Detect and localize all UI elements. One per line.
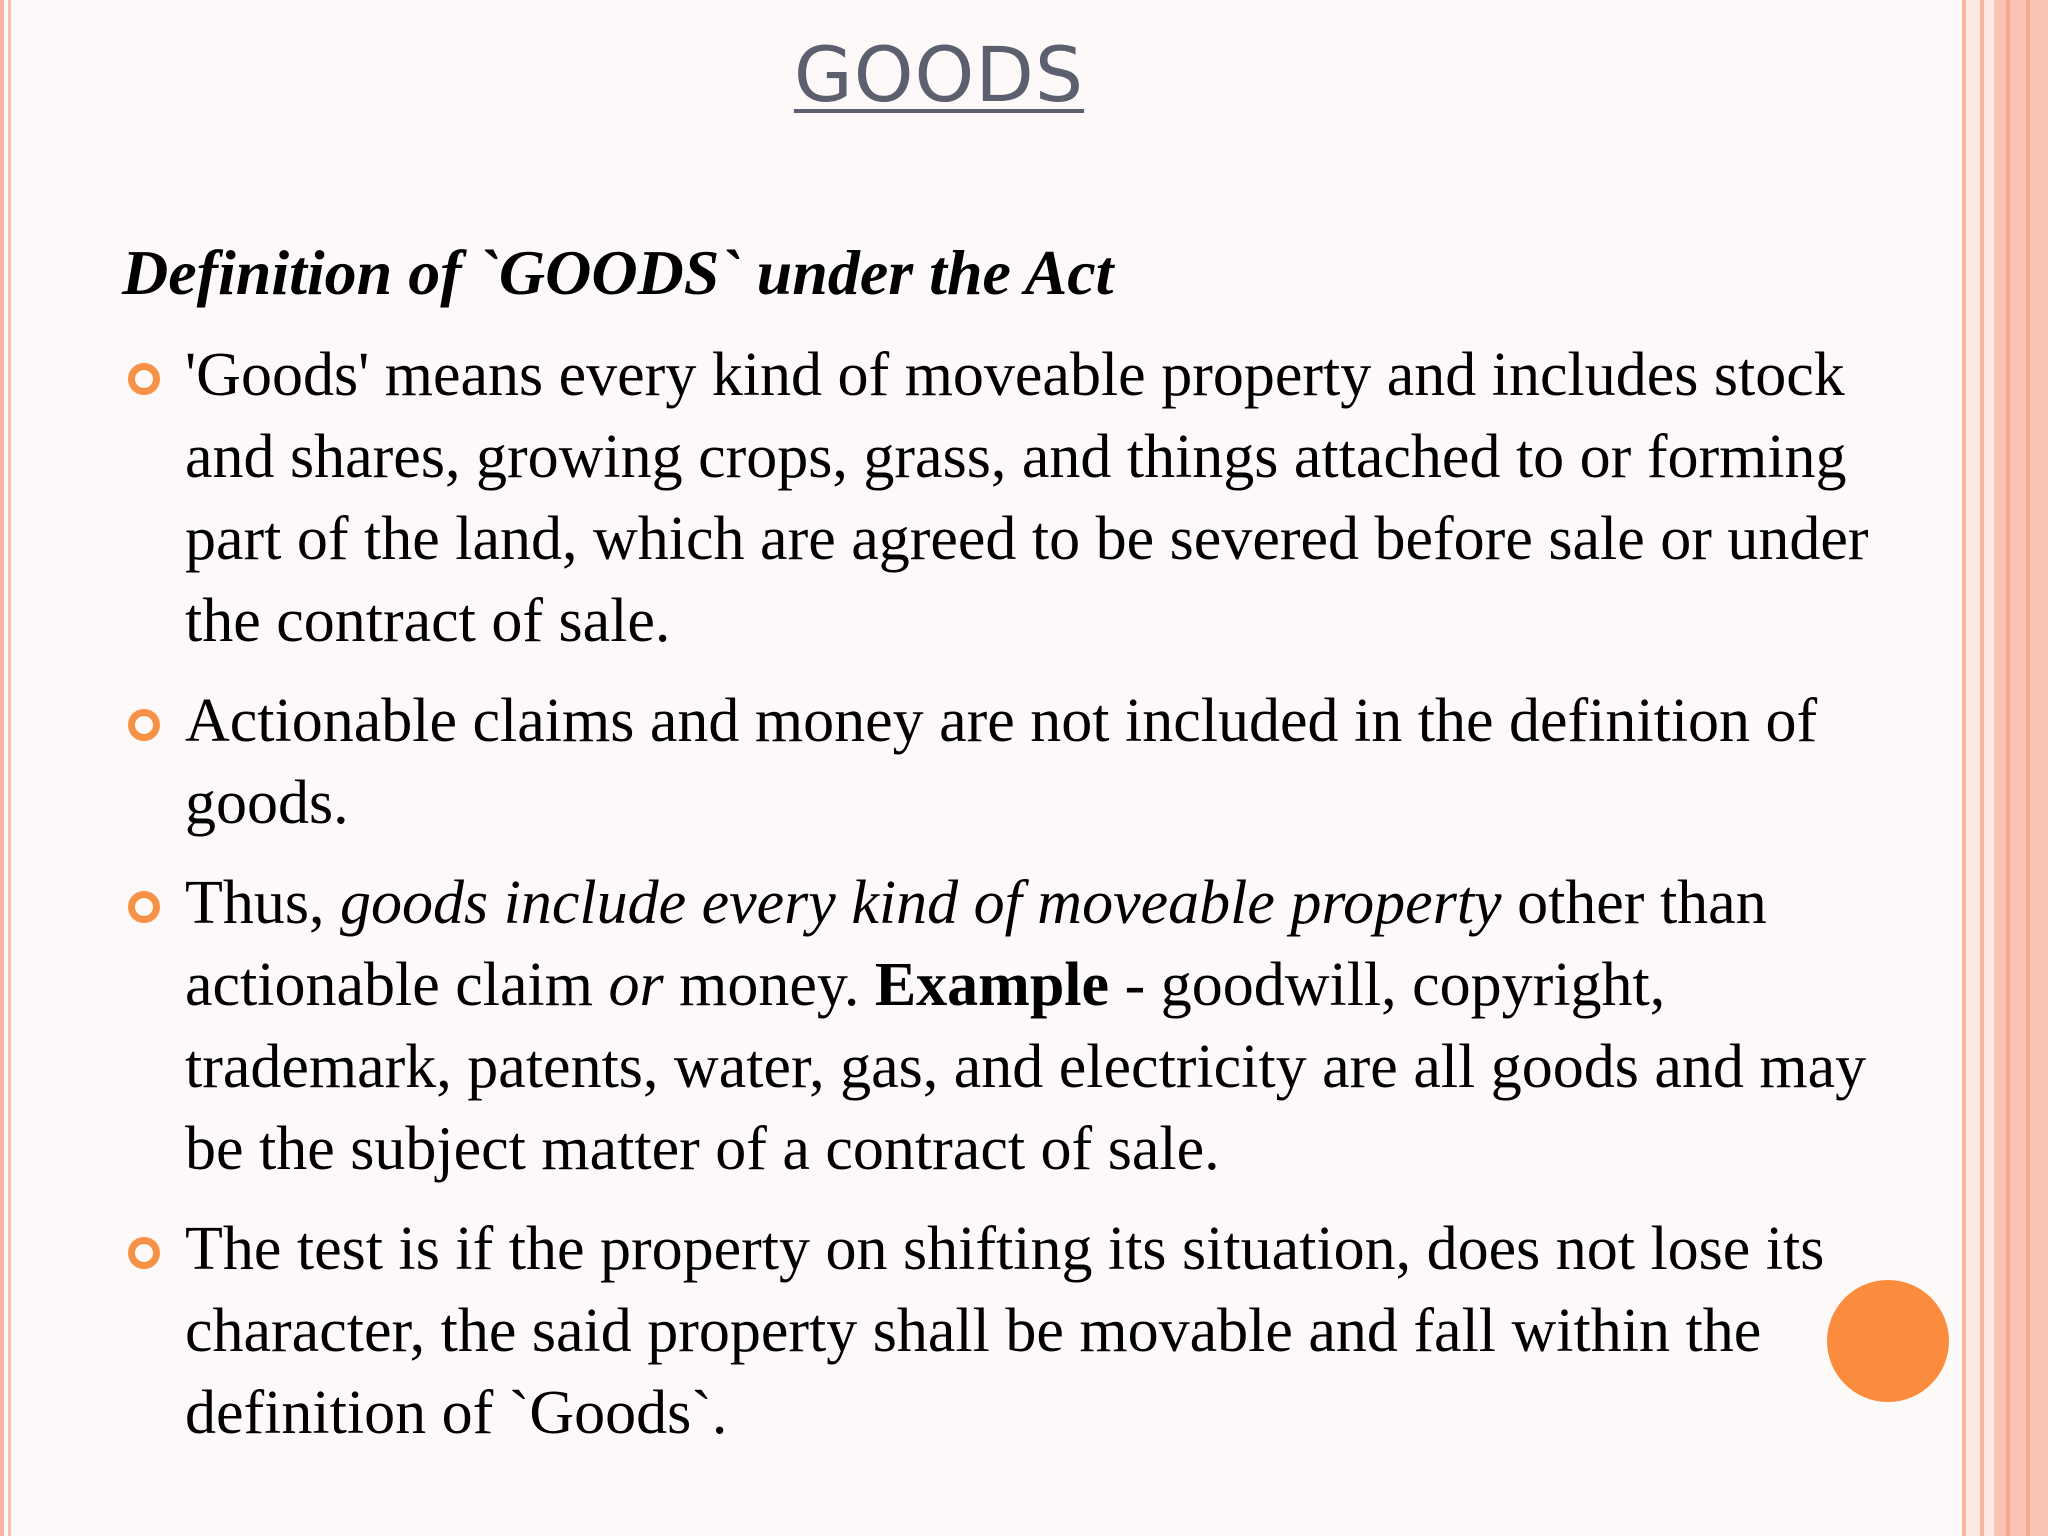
bullet-circle-icon: [128, 709, 160, 741]
bullet-text-part: other than actionable claim: [185, 869, 1767, 1019]
bullet-circle-icon: [128, 363, 160, 395]
bullet-text: 'Goods' means every kind of moveable property and includes stock and shares, growing crops, grass, and things attached to or forming part of the land, which are agreed to be severed before sale or under the contract of sale.: [185, 341, 1869, 655]
right-border-stripe: [2006, 0, 2010, 1536]
bullet-italic-text: or: [608, 951, 664, 1019]
bullet-text-part: Thus,: [185, 869, 340, 937]
bullet-circle-icon: [128, 1237, 160, 1269]
bullet-text: The test is if the property on shifting its situation, does not lose its character, the said property shall be movable and fall within the definition of `Goods`.: [185, 1215, 1825, 1447]
right-border-band: [1994, 0, 2048, 1536]
bullet-italic-text: goods include every kind of moveable property: [340, 869, 1502, 937]
bullet-item: [185, 862, 1905, 1190]
bullet-text-part: - goodwill, copyright, trademark, patents, water, gas, and electricity are all goods and may be the subject matter of a contract of sale.: [185, 951, 1867, 1183]
slide-title: GOODS: [793, 30, 1085, 119]
bullet-circle-icon: [128, 891, 160, 923]
bullet-item: [185, 680, 1905, 844]
bullet-text: Actionable claims and money are not included in the definition of goods.: [185, 687, 1818, 837]
bullet-bold-text: Example: [874, 951, 1110, 1019]
slide-subtitle: Definition of `GOODS` under the Act: [122, 237, 1114, 308]
decorative-orange-circle: [1827, 1280, 1949, 1402]
bullet-item: [185, 1208, 1905, 1454]
bullet-text-part: money.: [663, 951, 875, 1019]
left-border-inner: [8, 0, 11, 1536]
right-border-stripe: [1984, 0, 1994, 1536]
left-border: [0, 0, 4, 1536]
right-border-stripe: [2026, 0, 2030, 1536]
right-border-stripe: [1966, 0, 1980, 1536]
bullet-item: [185, 334, 1905, 662]
